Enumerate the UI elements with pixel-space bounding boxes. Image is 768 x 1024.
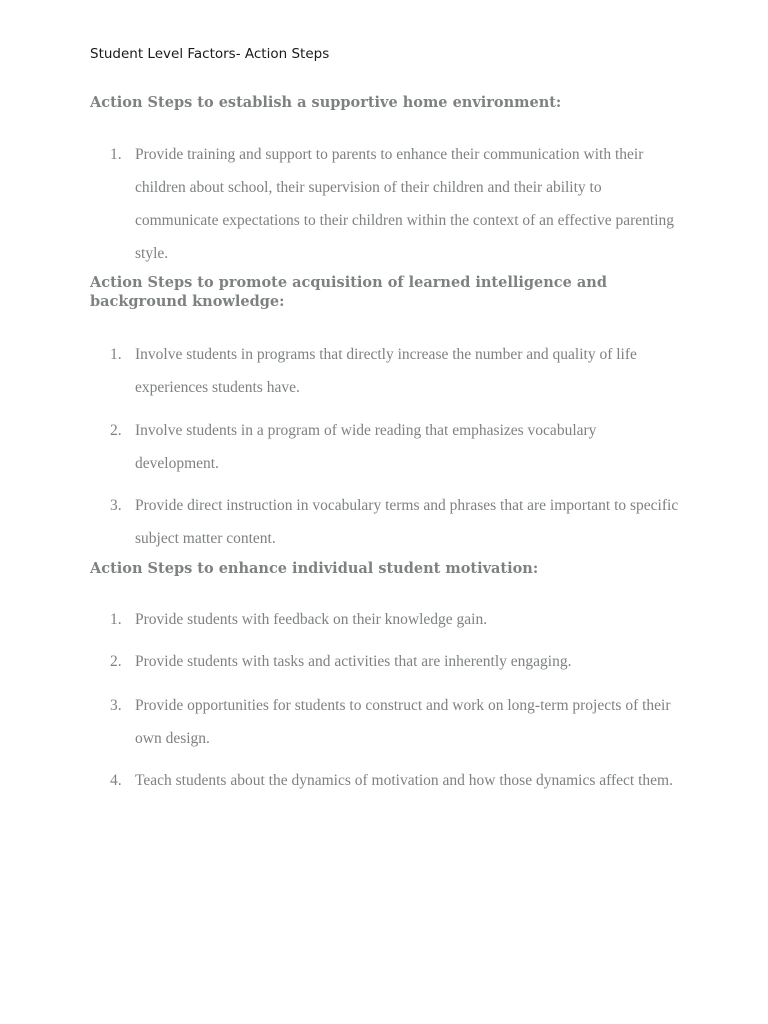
list-item xyxy=(110,764,690,830)
list-item-text: Provide direct instruction in vocabulary terms and phrases that are important to specific subject matter content. xyxy=(135,497,679,547)
list-item xyxy=(110,414,690,480)
document-title: Student Level Factors- Action Steps xyxy=(90,46,330,62)
list-item-number: 2. xyxy=(110,422,122,439)
list-item-text: Provide students with tasks and activities that are inherently engaging. xyxy=(135,653,572,670)
list-item-text: Involve students in programs that directly increase the number and quality of life experiences students have. xyxy=(135,346,637,396)
list-item xyxy=(110,338,690,404)
list-item-number: 1. xyxy=(110,611,122,628)
list-item-text: Involve students in a program of wide reading that emphasizes vocabulary development. xyxy=(135,422,597,472)
list-item-text: Provide training and support to parents to enhance their communication with their children about school, their supervision of their children and their ability to communicate expectations to their children within the context of an effective parenting style. xyxy=(135,146,675,262)
list-item-number: 1. xyxy=(110,146,122,163)
list-item-number: 2. xyxy=(110,653,122,670)
list-item xyxy=(110,138,690,270)
list-item-number: 1. xyxy=(110,346,122,363)
list-item-text: Teach students about the dynamics of motivation and how those dynamics affect them. xyxy=(135,772,673,789)
list-item-number: 3. xyxy=(110,497,122,514)
list-item-number: 4. xyxy=(110,772,122,789)
list-item-number: 3. xyxy=(110,697,122,714)
section-heading-home-environment: Action Steps to establish a supportive home environment: xyxy=(90,94,562,111)
list-item-text: Provide opportunities for students to construct and work on long-term projects of their own design. xyxy=(135,697,671,747)
section-heading-student-motivation: Action Steps to enhance individual student motivation: xyxy=(90,560,539,577)
list-item xyxy=(110,603,690,636)
list-item xyxy=(110,645,690,678)
section-heading-background-knowledge: Action Steps to promote acquisition of learned intelligence and background knowledge: xyxy=(90,274,607,310)
list-item xyxy=(110,489,690,555)
list-item-text: Provide students with feedback on their knowledge gain. xyxy=(135,611,488,628)
list-item xyxy=(110,689,690,755)
